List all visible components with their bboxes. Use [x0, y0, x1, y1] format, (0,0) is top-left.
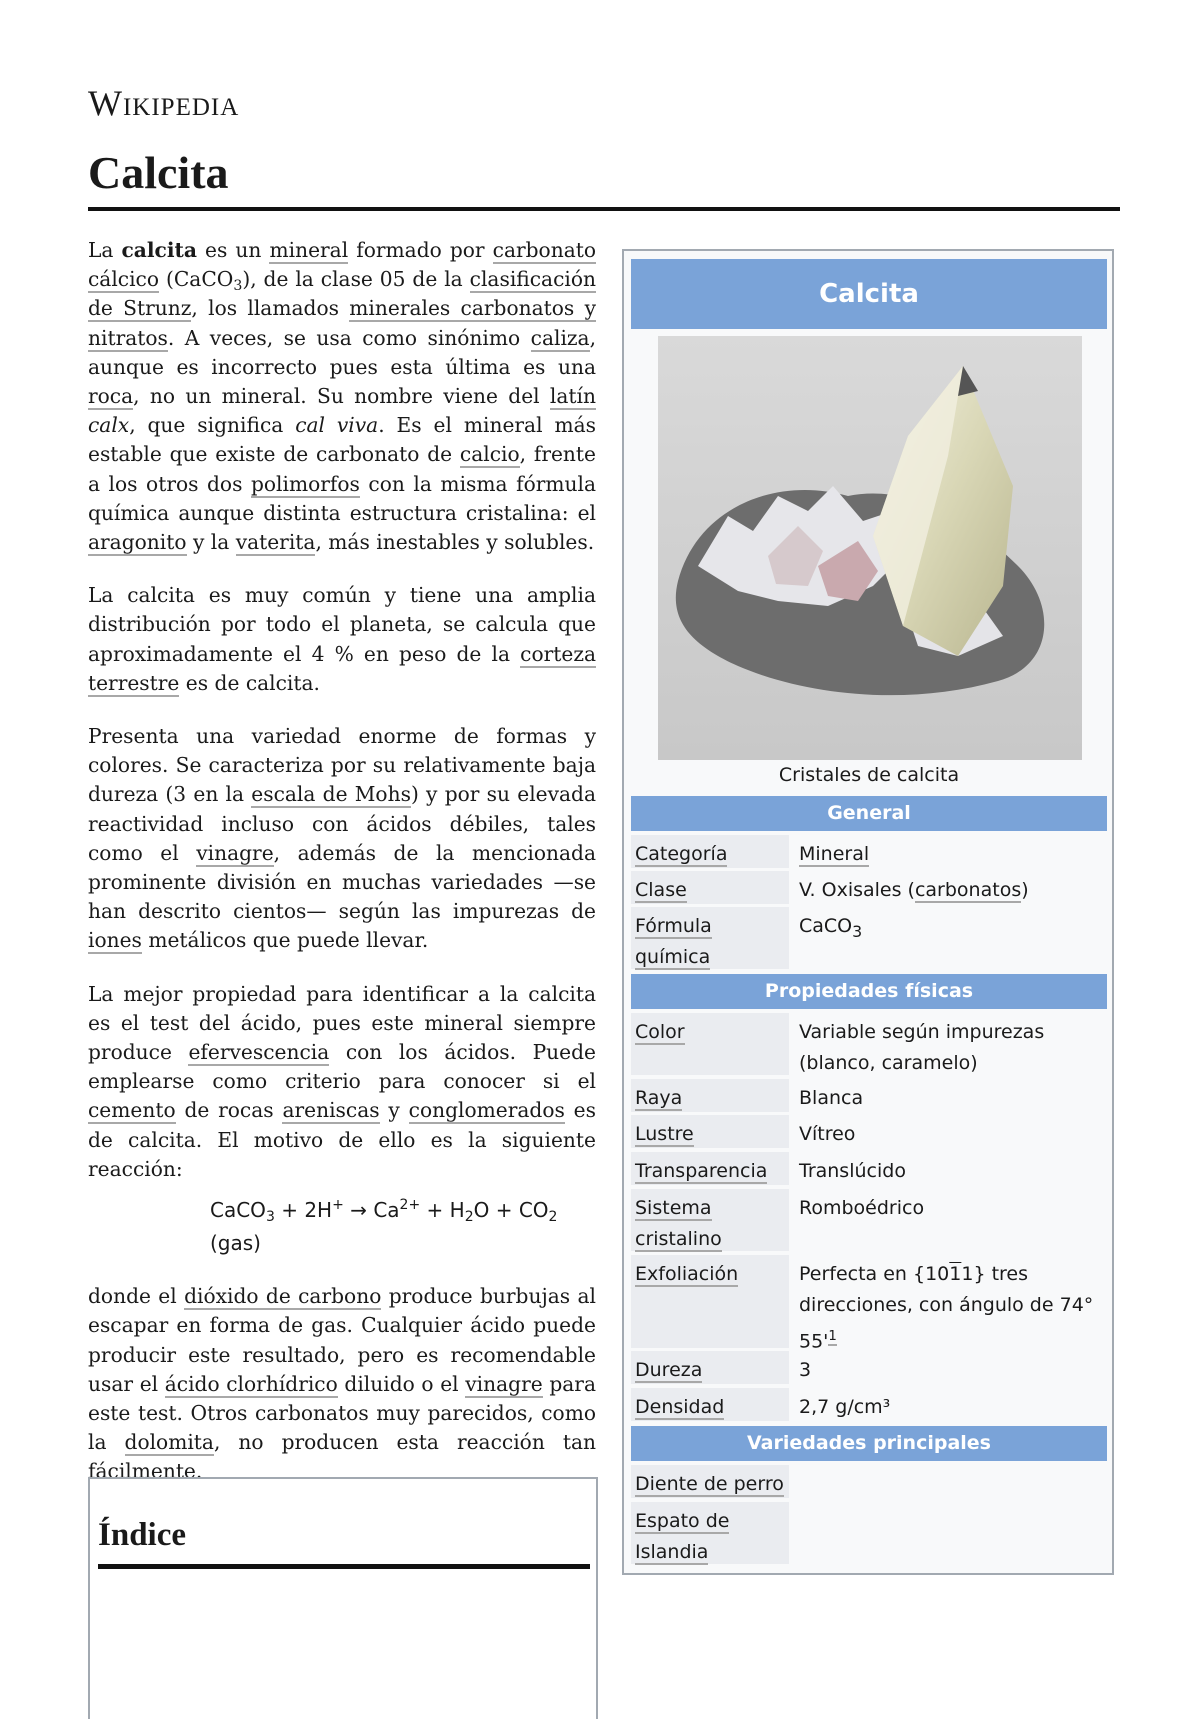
link-acido-clorhidrico[interactable]: ácido clorhídrico	[164, 1371, 338, 1396]
label-dureza[interactable]: Dureza	[635, 1359, 703, 1381]
toc-title: Índice	[98, 1517, 187, 1553]
row-clase	[631, 871, 1107, 904]
paragraph-reaction: donde el dióxido de carbono produce burbujas al escapar en forma de gas. Cualquier ácido puede producir este resultado, pero es recomendable usar el ácido clorhídrico diluido o el vinagre para este test. Otros carbonatos muy parecidos, como la dolomita, no producen esta reacción tan fácilmente.	[88, 1284, 596, 1484]
label-categoria[interactable]: Categoría	[635, 843, 728, 865]
variety-espato-de-islandia[interactable]: Espato de Islandia	[635, 1510, 730, 1563]
label-exfoliacion[interactable]: Exfoliación	[635, 1263, 739, 1285]
link-vaterita[interactable]: vaterita	[235, 530, 316, 555]
label-lustre[interactable]: Lustre	[635, 1123, 694, 1145]
paragraph-forms: Presenta una variedad enorme de formas y colores. Se caracteriza por su relativamente baja dureza (3 en la escala de Mohs) y por su elevada reactividad incluso con ácidos débiles, tales como el vinagre, además de la mencionada prominente división en muchas variedades —se han descrito cientos— según las impurezas de iones metálicos que puede llevar.	[88, 724, 596, 953]
link-cemento[interactable]: cemento	[88, 1098, 176, 1123]
link-latin[interactable]: latín	[549, 384, 596, 409]
value-sistema: Romboédrico	[799, 1197, 925, 1219]
link-mineral[interactable]: mineral	[269, 238, 349, 262]
section-propiedades-fisicas: Propiedades físicas	[631, 974, 1107, 1009]
row-lustre	[631, 1115, 1107, 1148]
section-general: General	[631, 796, 1107, 831]
wikipedia-logo[interactable]: Wikipedia	[88, 83, 240, 123]
section-variedades: Variedades principales	[631, 1426, 1107, 1461]
value-raya: Blanca	[799, 1087, 864, 1109]
row-dureza	[631, 1351, 1107, 1384]
link-areniscas[interactable]: areniscas	[282, 1098, 380, 1123]
value-formula: CaCO$_3$	[799, 915, 863, 941]
value-dureza: 3	[799, 1359, 812, 1381]
value-categoria[interactable]: Mineral	[799, 843, 870, 865]
row-transparencia	[631, 1152, 1107, 1185]
title-divider	[88, 207, 1120, 211]
link-clasificacion-strunz[interactable]: clasificación de Strunz	[88, 267, 596, 321]
label-sistema[interactable]: Sistema cristalino	[635, 1197, 722, 1250]
value-transparencia: Translúcido	[799, 1160, 906, 1182]
link-vinagre-2[interactable]: vinagre	[465, 1371, 543, 1396]
variety-diente-de-perro[interactable]: Diente de perro	[635, 1473, 784, 1495]
table-of-contents	[88, 1477, 598, 1719]
label-raya[interactable]: Raya	[635, 1087, 683, 1109]
link-caliza[interactable]: caliza	[530, 325, 590, 350]
label-densidad[interactable]: Densidad	[635, 1396, 725, 1418]
value-densidad: 2,7 g/cm³	[799, 1396, 891, 1418]
reference-1[interactable]: 1	[828, 1329, 837, 1344]
row-densidad	[631, 1388, 1107, 1421]
link-aragonito[interactable]: aragonito	[88, 530, 187, 555]
link-minerales-carbonatos[interactable]: minerales carbonatos y nitratos	[88, 296, 596, 350]
link-vinagre[interactable]: vinagre	[196, 840, 274, 865]
row-categoria	[631, 835, 1107, 868]
image-caption: Cristales de calcita	[778, 764, 960, 786]
infobox-title: Calcita	[631, 259, 1107, 329]
page-title: Calcita	[88, 147, 229, 198]
value-color: Variable según impurezas (blanco, caramelo)	[799, 1021, 1045, 1074]
calcite-crystal-photo[interactable]	[658, 336, 1082, 760]
reaction-equation: CaCO$_3$ + $2H^+ \to Ca^{2+} + H_2O + CO_2$ (gas)	[210, 1197, 558, 1256]
link-dioxido-carbono[interactable]: dióxido de carbono	[184, 1284, 382, 1309]
label-color[interactable]: Color	[635, 1021, 685, 1043]
link-dolomita[interactable]: dolomita	[124, 1430, 214, 1455]
link-calcio[interactable]: calcio	[459, 442, 520, 467]
row-raya	[631, 1079, 1107, 1112]
article-body	[88, 236, 596, 1511]
toc-divider	[98, 1564, 590, 1569]
row-color	[631, 1013, 1107, 1075]
value-lustre: Vítreo	[799, 1123, 856, 1145]
row-variety-espato-de-islandia	[631, 1502, 1107, 1564]
row-sistema	[631, 1189, 1107, 1251]
row-variety-diente-de-perro	[631, 1465, 1107, 1498]
link-roca[interactable]: roca	[88, 384, 134, 409]
paragraph-intro: La calcita es un mineral formado por carbonato cálcico (CaCO$_3$), de la clase 05 de la clasificación de Strunz, los llamados minerales carbonatos y nitratos. A veces, se usa como sinónimo caliza, aunque es incorrecto pues esta última es una roca, no un mineral. Su nombre viene del latín calx, que significa cal viva. Es el mineral más estable que existe de carbonato de calcio, frente a los otros dos polimorfos con la misma fórmula química aunque distinta estructura cristalina: el aragonito y la vaterita, más inestables y solubles.	[88, 238, 597, 555]
label-clase[interactable]: Clase	[635, 879, 687, 901]
value-exfoliacion: Perfecta en {1011} tres direcciones, con ángulo de 74° $55'^1$	[799, 1263, 1094, 1353]
row-formula	[631, 907, 1107, 969]
row-exfoliacion	[631, 1255, 1107, 1353]
label-transparencia[interactable]: Transparencia	[635, 1160, 768, 1182]
paragraph-acid-test: La mejor propiedad para identificar a la calcita es el test del ácido, pues este mineral siempre produce efervescencia con los ácidos. Puede emplearse como criterio para conocer si el cemento de rocas areniscas y conglomerados es de calcita. El motivo de ello es la siguiente reacción:	[88, 981, 596, 1181]
link-conglomerados[interactable]: conglomerados	[408, 1098, 565, 1123]
link-carbonato-calcico[interactable]: carbonato cálcico	[88, 238, 597, 292]
label-formula[interactable]: Fórmula química	[635, 915, 712, 968]
value-clase: V. Oxisales (carbonatos)	[799, 879, 1029, 901]
link-escala-mohs[interactable]: escala de Mohs	[251, 782, 411, 807]
link-efervescencia[interactable]: efervescencia	[188, 1040, 330, 1065]
link-iones[interactable]: iones	[88, 928, 142, 953]
link-carbonatos[interactable]: carbonatos	[914, 879, 1022, 901]
link-corteza-terrestre[interactable]: corteza terrestre	[88, 641, 596, 695]
paragraph-distribution: La calcita es muy común y tiene una amplia distribución por todo el planeta, se calcula que aproximadamente el 4 % en peso de la corteza terrestre es de calcita.	[88, 583, 596, 695]
infobox	[622, 249, 1114, 1575]
link-polimorfos[interactable]: polimorfos	[250, 471, 360, 496]
